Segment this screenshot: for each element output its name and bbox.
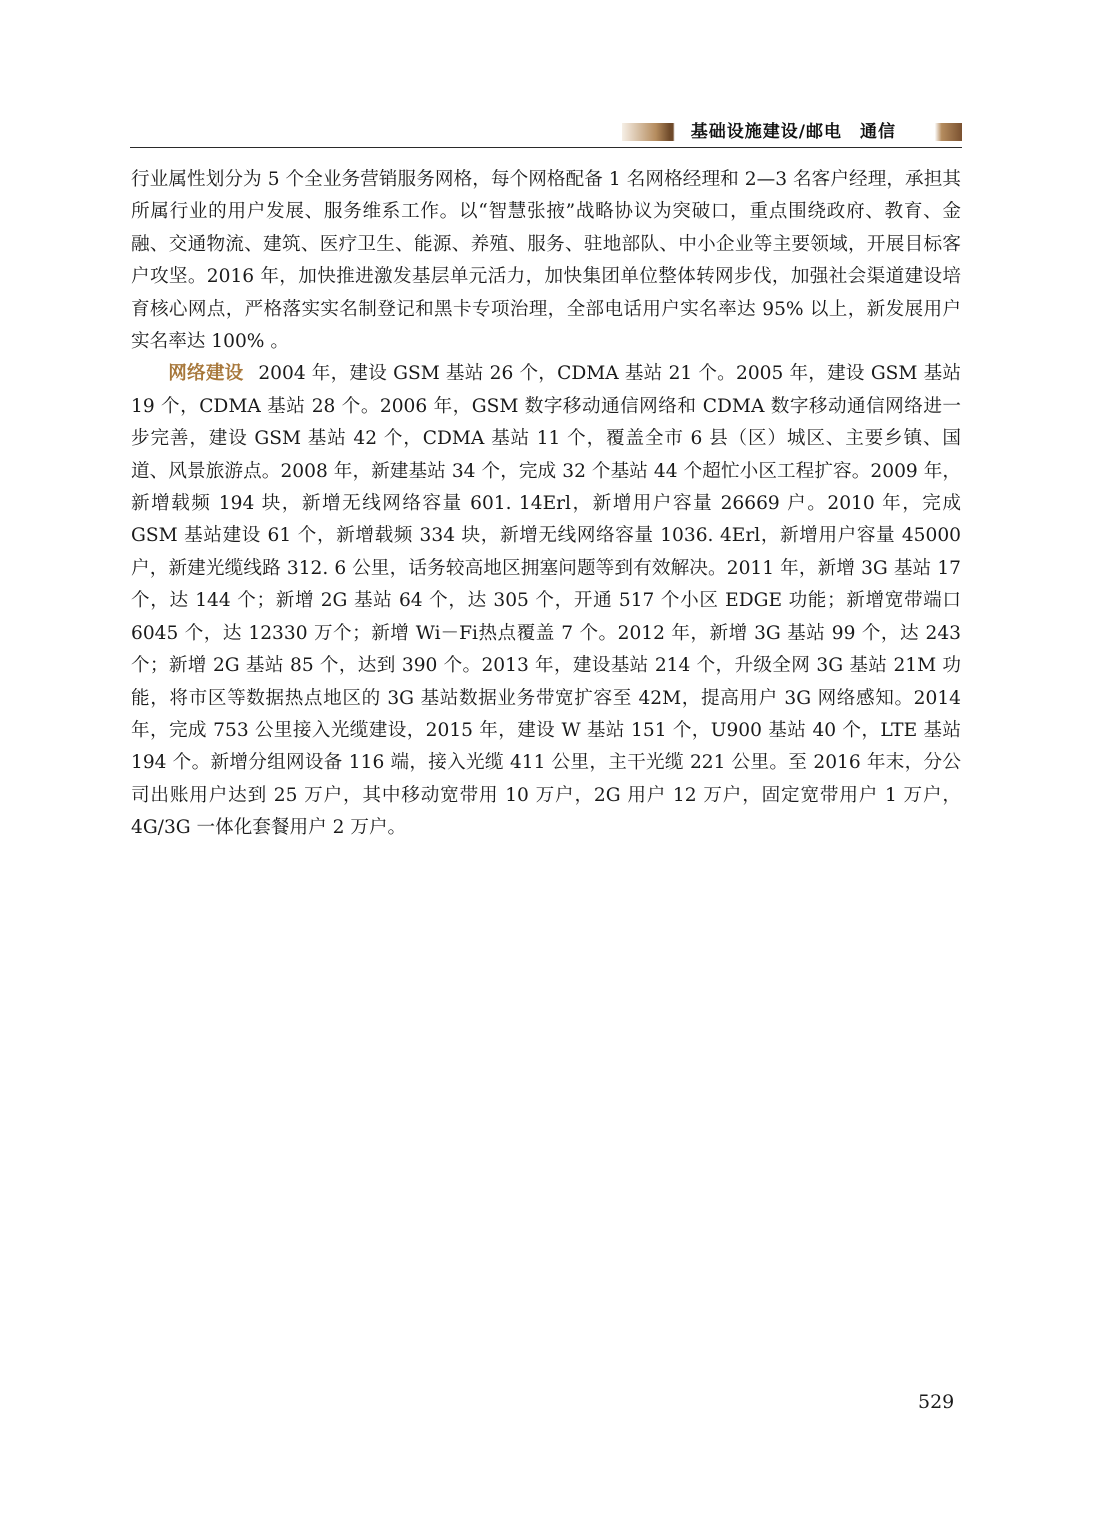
paragraph-network-construction xyxy=(131,358,961,844)
paragraph-network-construction-text: 2004 年，建设 GSM 基站 26 个，CDMA 基站 21 个。2005 年，建设 GSM 基站 19 个，CDMA 基站 28 个。2006 年，GSM 数字移动通信网络和 CDMA 数字移动通信网络进一步完善，建设 GSM 基站 42 个，CDMA 基站 11 个，覆盖全市 6 县（区）城区、主要乡镇、国道、风景旅游点。2008 年，新建基站 34 个，完成 32 个基站 44 个超忙小区工程扩容。2009 年，新增载频 194 块，新增无线网络容量 601. 14Erl，新增用户容量 26669 户。2010 年，完成 GSM 基站建设 61 个，新增载频 334 块，新增无线网络容量 1036. 4Erl，新增用户容量 45000 户，新建光缆线路 312. 6 公里，话务较高地区拥塞问题等到有效解决。2011 年，新增 3G 基站 17 个，达 144 个；新增 2G 基站 64 个，达 305 个，开通 517 个小区 EDGE 功能；新增宽带端口 6045 个，达 12330 万个；新增 Wi－Fi热点覆盖 7 个。2012 年，新增 3G 基站 99 个，达 243 个；新增 2G 基站 85 个，达到 390 个。2013 年，建设基站 214 个，升级全网 3G 基站 21M 功能，将市区等数据热点地区的 3G 基站数据业务带宽扩容至 42M，提高用户 3G 网络感知。2014 年，完成 753 公里接入光缆建设，2015 年，建设 W 基站 151 个，U900 基站 40 个，LTE 基站 194 个。新增分组网设备 116 端，接入光缆 411 公里，主干光缆 221 公里。至 2016 年末，分公司出账用户达到 25 万户，其中移动宽带用 10 万户，2G 用户 12 万户，固定宽带用户 1 万户，4G/3G 一体化套餐用户 2 万户。 xyxy=(131,363,961,839)
page-number: 529 xyxy=(918,1391,955,1413)
section-label: 网络建设 xyxy=(168,363,244,385)
running-header xyxy=(130,118,962,148)
header-rule xyxy=(130,147,962,148)
header-title: 基础设施建设/邮电 通信 xyxy=(683,120,904,144)
paragraph-continued: 行业属性划分为 5 个全业务营销服务网格，每个网格配备 1 名网格经理和 2—3 名客户经理，承担其所属行业的用户发展、服务维系工作。以“智慧张掖”战略协议为突破口，重点围绕政府、教育、金融、交通物流、建筑、医疗卫生、能源、养殖、服务、驻地部队、中小企业等主要领域，开展目标客户攻坚。2016 年，加快推进激发基层单元活力，加快集团单位整体转网步伐，加强社会渠道建设培育核心网点，严格落实实名制登记和黑卡专项治理，全部电话用户实名率达 95% 以上，新发展用户实名率达 100% 。 xyxy=(131,169,961,353)
page-body xyxy=(131,164,961,845)
